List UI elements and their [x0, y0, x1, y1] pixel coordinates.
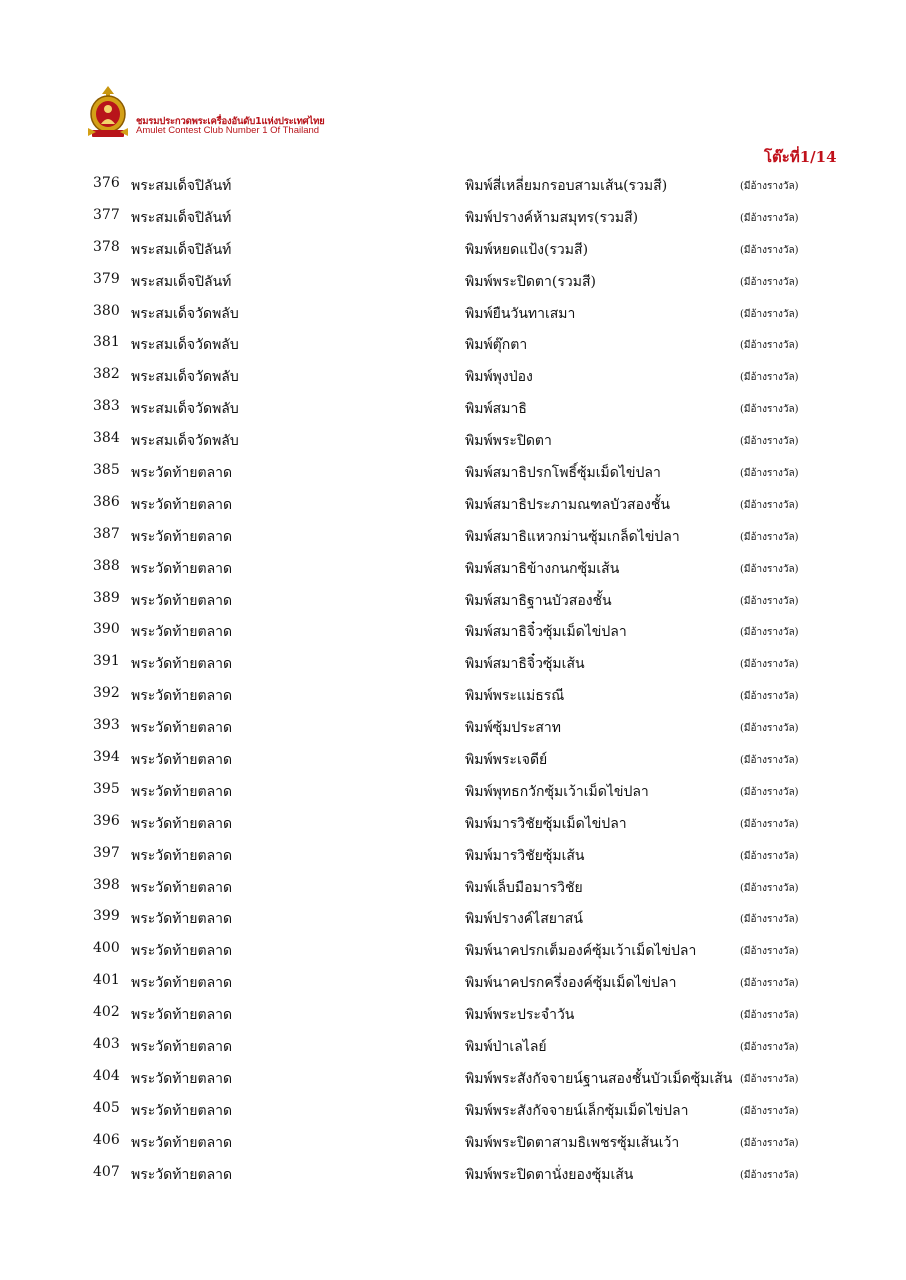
list-item — [0, 1129, 906, 1161]
amulet-style: พิมพ์ซุ้มประสาท — [465, 720, 561, 737]
award-status: (มีอ้างรางวัล) — [740, 1010, 799, 1022]
amulet-style: พิมพ์พระปิดตานั่งยองซุ้มเส้น — [465, 1166, 634, 1183]
amulet-name: พระสมเด็จวัดพลับ — [131, 305, 239, 322]
amulet-name: พระวัดท้ายตลาด — [131, 847, 233, 864]
item-number: 379 — [93, 270, 120, 287]
list-item — [0, 1033, 906, 1065]
amulet-style: พิมพ์พุงป่อง — [465, 369, 533, 386]
amulet-style: พิมพ์ตุ๊กตา — [465, 337, 528, 354]
amulet-name: พระวัดท้ายตลาด — [131, 1134, 233, 1151]
amulet-style: พิมพ์สมาธิจิ๋วซุ้มเส้น — [465, 656, 585, 673]
award-status: (มีอ้างรางวัล) — [740, 850, 799, 862]
amulet-style: พิมพ์สมาธิฐานบัวสองชั้น — [465, 592, 612, 609]
award-status: (มีอ้างรางวัล) — [740, 531, 799, 543]
amulet-style: พิมพ์สมาธิจิ๋วซุ้มเม็ดไข่ปลา — [465, 624, 627, 641]
award-status: (มีอ้างรางวัล) — [740, 882, 799, 894]
list-item — [0, 778, 906, 810]
item-number: 382 — [93, 366, 120, 383]
award-status: (มีอ้างรางวัล) — [740, 755, 799, 767]
item-number: 388 — [93, 557, 120, 574]
item-number: 398 — [93, 876, 120, 893]
item-number: 390 — [93, 621, 120, 638]
amulet-name: พระสมเด็จปิลันท์ — [131, 178, 232, 194]
item-number: 406 — [93, 1131, 120, 1148]
list-item — [0, 650, 906, 682]
amulet-style: พิมพ์พระเจดีย์ — [465, 752, 548, 769]
item-number: 396 — [93, 812, 120, 829]
award-status: (มีอ้างรางวัล) — [740, 1073, 799, 1085]
amulet-style: พิมพ์นาคปรกเต็มองค์ซุ้มเว้าเม็ดไข่ปลา — [465, 943, 697, 960]
amulet-name: พระวัดท้ายตลาด — [131, 465, 233, 482]
list-item — [0, 682, 906, 714]
amulet-style: พิมพ์มารวิชัยซุ้มเส้น — [465, 847, 585, 864]
item-number: 400 — [93, 940, 120, 957]
award-status: (มีอ้างรางวัล) — [740, 499, 799, 511]
list-item — [0, 874, 906, 906]
amulet-name: พระสมเด็จปิลันท์ — [131, 209, 232, 226]
list-item — [0, 523, 906, 555]
award-status: (มีอ้างรางวัล) — [740, 659, 799, 671]
item-number: 402 — [93, 1004, 120, 1021]
list-item — [0, 810, 906, 842]
amulet-style: พิมพ์พระแม่ธรณี — [465, 688, 565, 705]
list-item — [0, 331, 906, 363]
item-number: 392 — [93, 685, 120, 702]
amulet-style: พิมพ์ป่าเลไลย์ — [465, 1039, 547, 1056]
item-number: 383 — [93, 398, 120, 415]
award-status: (มีอ้างรางวัล) — [740, 1042, 799, 1054]
item-number: 380 — [93, 302, 120, 319]
amulet-name: พระสมเด็จวัดพลับ — [131, 433, 239, 450]
item-number: 376 — [93, 175, 120, 191]
list-item — [0, 395, 906, 427]
list-item — [0, 1065, 906, 1097]
award-status: (มีอ้างรางวัล) — [740, 1137, 799, 1149]
amulet-style: พิมพ์สมาธิข้างกนกซุ้มเส้น — [465, 560, 620, 577]
amulet-name: พระวัดท้ายตลาด — [131, 496, 233, 513]
amulet-name: พระวัดท้ายตลาด — [131, 688, 233, 705]
item-number: 403 — [93, 1036, 120, 1053]
item-number: 378 — [93, 238, 120, 255]
list-item — [0, 746, 906, 778]
amulet-name: พระสมเด็จวัดพลับ — [131, 369, 239, 386]
item-number: 384 — [93, 430, 120, 447]
amulet-name: พระวัดท้ายตลาด — [131, 879, 233, 896]
amulet-name: พระวัดท้ายตลาด — [131, 1102, 233, 1119]
list-item — [0, 714, 906, 746]
list-item — [0, 236, 906, 268]
amulet-style: พิมพ์สี่เหลี่ยมกรอบสามเส้น(รวมสี) — [465, 178, 668, 194]
list-item — [0, 618, 906, 650]
amulet-name: พระวัดท้ายตลาด — [131, 1039, 233, 1056]
item-number: 395 — [93, 780, 120, 797]
list-item — [0, 300, 906, 332]
amulet-name: พระสมเด็จวัดพลับ — [131, 401, 239, 418]
amulet-style: พิมพ์มารวิชัยซุ้มเม็ดไข่ปลา — [465, 815, 627, 832]
award-status: (มีอ้างรางวัล) — [740, 340, 799, 352]
amulet-style: พิมพ์พระสังกัจจายน์เล็กซุ้มเม็ดไข่ปลา — [465, 1102, 689, 1119]
club-emblem-icon — [84, 84, 132, 140]
list-item — [0, 459, 906, 491]
list-item — [0, 172, 906, 204]
item-number: 391 — [93, 653, 120, 670]
table-number-label: โต๊ะที่1/14 — [764, 148, 837, 166]
list-item — [0, 842, 906, 874]
amulet-name: พระวัดท้ายตลาด — [131, 1166, 233, 1183]
list-item — [0, 1001, 906, 1033]
amulet-style: พิมพ์พระประจำวัน — [465, 1007, 575, 1024]
list-item — [0, 587, 906, 619]
item-number: 385 — [93, 462, 120, 479]
item-number: 381 — [93, 334, 120, 351]
amulet-name: พระวัดท้ายตลาด — [131, 720, 233, 737]
amulet-name: พระวัดท้ายตลาด — [131, 592, 233, 609]
amulet-name: พระวัดท้ายตลาด — [131, 752, 233, 769]
club-logo — [84, 84, 344, 142]
award-status: (มีอ้างรางวัล) — [740, 372, 799, 384]
award-status: (มีอ้างรางวัล) — [740, 244, 799, 256]
amulet-name: พระวัดท้ายตลาด — [131, 624, 233, 641]
award-status: (มีอ้างรางวัล) — [740, 1105, 799, 1117]
item-number: 393 — [93, 717, 120, 734]
item-number: 377 — [93, 206, 120, 223]
award-status: (มีอ้างรางวัล) — [740, 436, 799, 448]
amulet-style: พิมพ์ปรางค์ห้ามสมุทร(รวมสี) — [465, 209, 639, 226]
list-item — [0, 1161, 906, 1193]
amulet-name: พระวัดท้ายตลาด — [131, 528, 233, 545]
amulet-style: พิมพ์พระปิดตา(รวมสี) — [465, 273, 596, 290]
amulet-name: พระวัดท้ายตลาด — [131, 815, 233, 832]
award-status: (มีอ้างรางวัล) — [740, 946, 799, 958]
club-name-english: Amulet Contest Club Number 1 Of Thailand — [136, 125, 320, 136]
list-item — [0, 937, 906, 969]
amulet-name: พระวัดท้ายตลาด — [131, 656, 233, 673]
amulet-style: พิมพ์นาคปรกครึ่งองค์ซุ้มเม็ดไข่ปลา — [465, 975, 677, 992]
award-status: (มีอ้างรางวัล) — [740, 914, 799, 926]
item-number: 401 — [93, 972, 120, 989]
amulet-style: พิมพ์ปรางค์ไสยาสน์ — [465, 911, 583, 928]
list-item — [0, 363, 906, 395]
amulet-list — [0, 172, 906, 1193]
list-item — [0, 427, 906, 459]
amulet-name: พระสมเด็จวัดพลับ — [131, 337, 239, 354]
award-status: (มีอ้างรางวัล) — [740, 563, 799, 575]
amulet-name: พระวัดท้ายตลาด — [131, 911, 233, 928]
list-item — [0, 969, 906, 1001]
amulet-style: พิมพ์พระปิดตา — [465, 433, 552, 450]
award-status: (มีอ้างรางวัล) — [740, 627, 799, 639]
item-number: 386 — [93, 493, 120, 510]
award-status: (มีอ้างรางวัล) — [740, 978, 799, 990]
item-number: 397 — [93, 844, 120, 861]
award-status: (มีอ้างรางวัล) — [740, 723, 799, 735]
club-name-thai: ชมรมประกวดพระเครื่องอันดับ1แห่งประเทศไทย — [136, 116, 325, 127]
item-number: 399 — [93, 908, 120, 925]
award-status: (มีอ้างรางวัล) — [740, 308, 799, 320]
amulet-style: พิมพ์พระปิดตาสามธิเพชรซุ้มเส้นเว้า — [465, 1134, 680, 1151]
award-status: (มีอ้างรางวัล) — [740, 595, 799, 607]
item-number: 407 — [93, 1163, 120, 1180]
amulet-name: พระสมเด็จปิลันท์ — [131, 273, 232, 290]
item-number: 389 — [93, 589, 120, 606]
award-status: (มีอ้างรางวัล) — [740, 468, 799, 480]
item-number: 394 — [93, 749, 120, 766]
award-status: (มีอ้างรางวัล) — [740, 1169, 799, 1181]
award-status: (มีอ้างรางวัล) — [740, 276, 799, 288]
amulet-style: พิมพ์สมาธิ — [465, 401, 527, 418]
award-status: (มีอ้างรางวัล) — [740, 786, 799, 798]
amulet-style: พิมพ์พุทธกวักซุ้มเว้าเม็ดไข่ปลา — [465, 783, 649, 800]
award-status: (มีอ้างรางวัล) — [740, 404, 799, 416]
amulet-name: พระวัดท้ายตลาด — [131, 560, 233, 577]
amulet-name: พระวัดท้ายตลาด — [131, 943, 233, 960]
list-item — [0, 555, 906, 587]
list-item — [0, 491, 906, 523]
award-status: (มีอ้างรางวัล) — [740, 818, 799, 830]
list-item — [0, 268, 906, 300]
amulet-name: พระสมเด็จปิลันท์ — [131, 241, 232, 258]
award-status: (มีอ้างรางวัล) — [740, 691, 799, 703]
amulet-style: พิมพ์เล็บมือมารวิชัย — [465, 879, 583, 896]
list-item — [0, 905, 906, 937]
amulet-style: พิมพ์หยดแป้ง(รวมสี) — [465, 241, 589, 258]
amulet-name: พระวัดท้ายตลาด — [131, 1070, 233, 1087]
list-item — [0, 1097, 906, 1129]
amulet-style: พิมพ์พระสังกัจจายน์ฐานสองชั้นบัวเม็ดซุ้มเส้น — [465, 1070, 733, 1087]
amulet-name: พระวัดท้ายตลาด — [131, 1007, 233, 1024]
award-status: (มีอ้างรางวัล) — [740, 212, 799, 224]
amulet-style: พิมพ์ยืนวันทาเสมา — [465, 305, 576, 322]
amulet-name: พระวัดท้ายตลาด — [131, 975, 233, 992]
item-number: 387 — [93, 525, 120, 542]
item-number: 404 — [93, 1067, 120, 1084]
amulet-style: พิมพ์สมาธิประภามณฑลบัวสองชั้น — [465, 496, 670, 513]
amulet-style: พิมพ์สมาธิแหวกม่านซุ้มเกล็ดไข่ปลา — [465, 528, 680, 545]
item-number: 405 — [93, 1099, 120, 1116]
award-status: (มีอ้างรางวัล) — [740, 181, 799, 192]
amulet-style: พิมพ์สมาธิปรกโพธิ์ซุ้มเม็ดไข่ปลา — [465, 465, 661, 482]
amulet-name: พระวัดท้ายตลาด — [131, 783, 233, 800]
list-item — [0, 204, 906, 236]
